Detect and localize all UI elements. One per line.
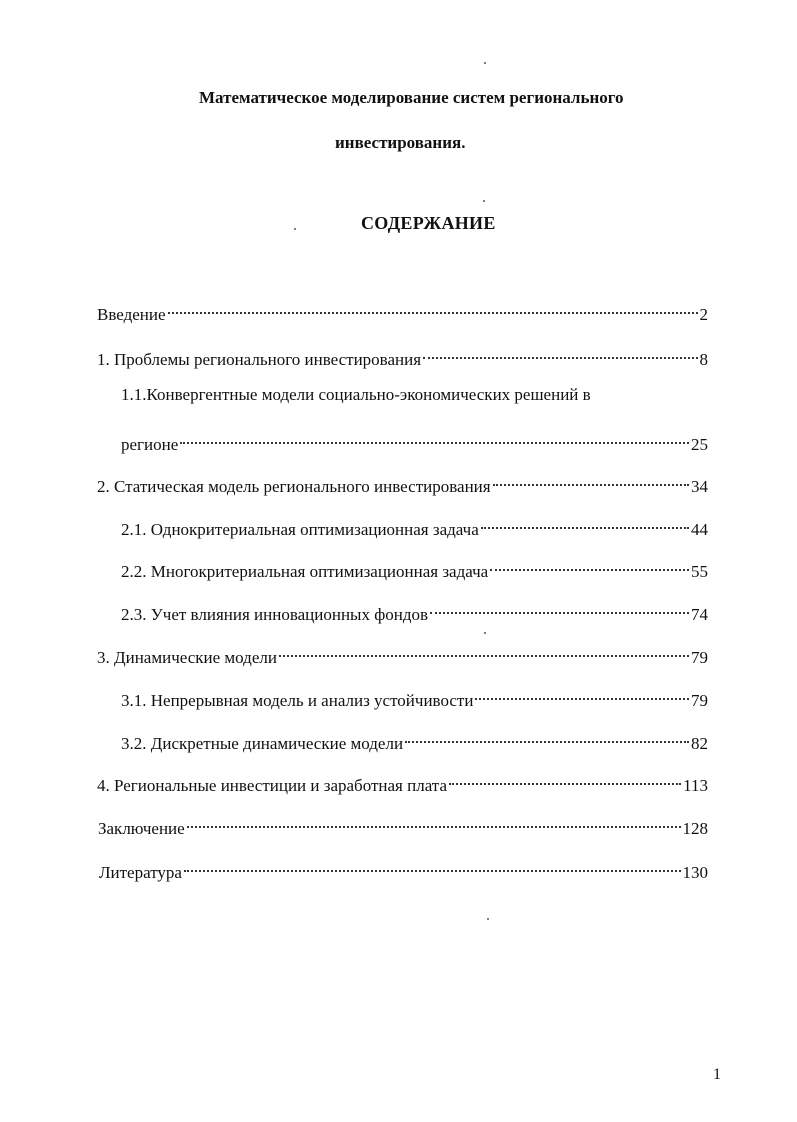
toc-leader-dots <box>184 854 681 878</box>
toc-leader-dots <box>493 468 689 492</box>
toc-entry-page: 130 <box>682 863 708 882</box>
toc-leader-dots <box>423 341 697 365</box>
toc-leader-dots <box>481 511 689 535</box>
document-title-line-2: инвестирования. <box>335 133 466 152</box>
scan-speck <box>487 918 489 920</box>
page-number: 1 <box>713 1066 721 1083</box>
toc-entry-page: 2 <box>699 305 708 324</box>
toc-entry-page: 82 <box>691 734 708 753</box>
toc-entry-label: 3. Динамические модели <box>97 648 277 667</box>
toc-leader-dots <box>490 553 689 577</box>
contents-heading: СОДЕРЖАНИЕ <box>361 213 496 233</box>
toc-entry-label: 2.1. Однокритериальная оптимизационная задача <box>121 520 479 539</box>
toc-entry-label: 2. Статическая модель регионального инвестирования <box>97 477 491 496</box>
toc-entry-introduction[interactable] <box>97 296 708 324</box>
toc-entry-page: 79 <box>691 648 708 667</box>
document-title-line-1: Математическое моделирование систем регионального <box>199 88 624 107</box>
scan-speck <box>484 62 486 64</box>
toc-entry-label: 2.3. Учет влияния инновационных фондов <box>121 605 429 624</box>
toc-leader-dots <box>405 725 689 749</box>
toc-entry-chapter-4[interactable] <box>97 767 708 795</box>
toc-entry-label: 2.2. Многокритериальная оптимизационная задача <box>121 562 489 581</box>
toc-entry-references[interactable] <box>99 854 708 882</box>
scan-speck <box>294 228 296 230</box>
toc-entry-label: 1. Проблемы регионального инвестирования <box>97 350 422 369</box>
toc-entry-page: 74 <box>691 605 708 624</box>
toc-entry-label: Заключение <box>98 819 185 838</box>
toc-entry-label: 3.1. Непрерывная модель и анализ устойчивости <box>121 691 474 710</box>
scan-speck <box>483 200 485 202</box>
toc-entry-page: 8 <box>699 350 708 369</box>
toc-entry-conclusion[interactable] <box>98 810 708 838</box>
toc-entry-section-3-2[interactable] <box>121 725 708 753</box>
toc-entry-page: 44 <box>691 520 708 539</box>
toc-entry-page: 79 <box>691 691 708 710</box>
toc-entry-section-3-1[interactable] <box>121 682 708 710</box>
toc-entry-page: 25 <box>691 435 708 454</box>
toc-leader-dots <box>475 682 689 706</box>
toc-entry-label: Введение <box>97 305 166 324</box>
toc-entry-section-2-2[interactable] <box>121 553 708 581</box>
toc-entry-label: Литература <box>99 863 182 882</box>
toc-leader-dots <box>168 296 698 320</box>
toc-entry-section-1-1[interactable] <box>121 426 708 454</box>
scan-speck <box>484 632 486 634</box>
toc-entry-page: 34 <box>691 477 708 496</box>
toc-entry-chapter-2[interactable] <box>97 468 708 496</box>
toc-entry-section-1-1-line-1[interactable]: 1.1.Конвергентные модели социально-экономических решений в <box>121 385 591 404</box>
toc-entry-chapter-3[interactable] <box>97 639 708 667</box>
toc-entry-page: 55 <box>691 562 708 581</box>
toc-leader-dots <box>449 767 681 791</box>
toc-leader-dots <box>430 596 689 620</box>
toc-entry-page: 128 <box>682 819 708 838</box>
toc-leader-dots <box>180 426 689 450</box>
toc-leader-dots <box>279 639 689 663</box>
toc-leader-dots <box>187 810 681 834</box>
toc-entry-page: 113 <box>683 776 708 795</box>
toc-entry-section-2-3[interactable] <box>121 596 708 624</box>
toc-entry-section-2-1[interactable] <box>121 511 708 539</box>
toc-entry-label: 3.2. Дискретные динамические модели <box>121 734 404 753</box>
toc-entry-label: регионе <box>121 435 179 454</box>
toc-entry-label: 4. Региональные инвестиции и заработная плата <box>97 776 447 795</box>
toc-entry-chapter-1[interactable] <box>97 341 708 369</box>
